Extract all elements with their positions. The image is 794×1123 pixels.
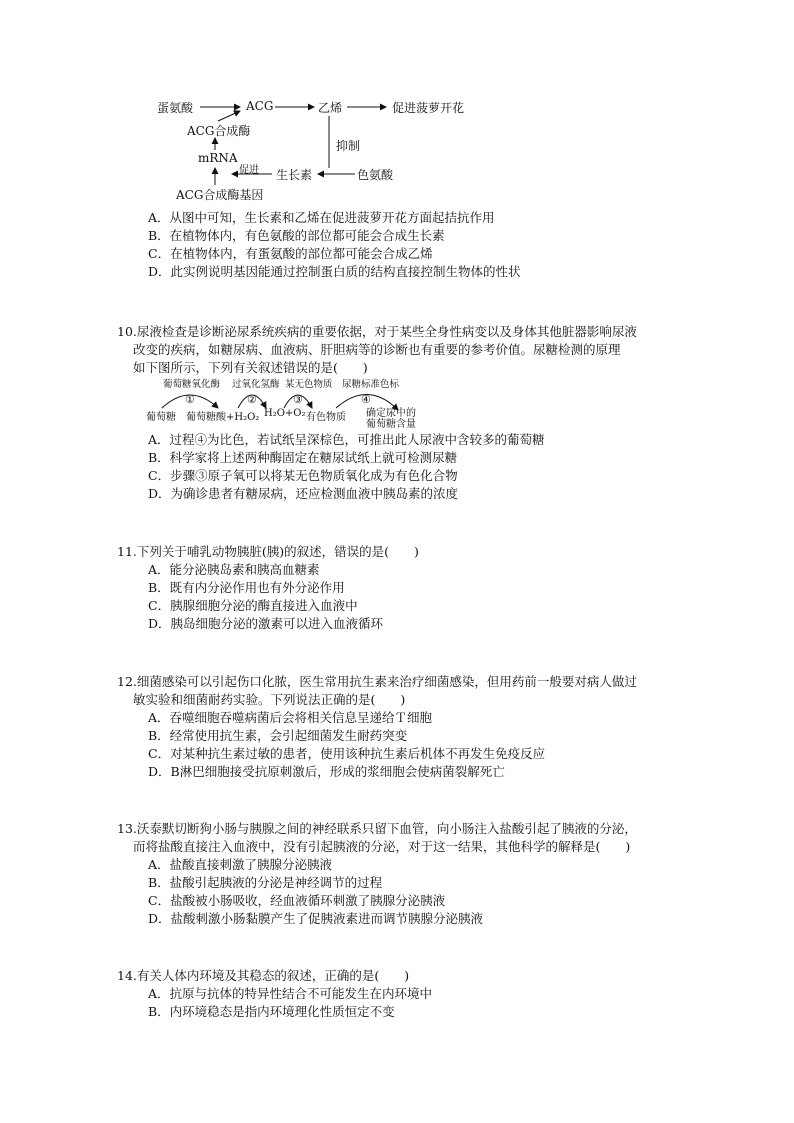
promote-label: 促进 [239,165,259,176]
q12-stem-line-2: 敏实验和细菌耐药实验。下列说法正确的是( ) [133,692,406,707]
promote-flowering-label: 促进菠萝开花 [392,101,465,115]
water-oxygen-label: H₂O+O₂ [264,408,306,419]
q13-stem-line-1: 13.沃泰默切断狗小肠与胰腺之间的神经联系只留下血管，向小肠注入盐酸引起了胰液的分泌， [117,821,637,836]
color-standard-label: 尿糖标准色标 [342,379,400,390]
q10-option-c[interactable]: C．步骤③原子氧可以将某无色物质氧化成为有色化合物 [148,468,458,483]
step-1-marker: ① [185,393,195,406]
q13-option-c[interactable]: C．盐酸被小肠吸收，经血液循环刺激了胰腺分泌胰液 [148,893,446,908]
q12-option-b[interactable]: B．经常使用抗生素，会引起细菌发生耐药突变 [148,728,408,743]
inhibit-label: 抑制 [336,139,361,153]
colorless-substance-label: 某无色物质 [285,379,333,390]
acg-label: ACG [246,99,274,113]
q9-option-d[interactable]: D．此实例说明基因能通过控制蛋白质的结构直接控制生物体的性状 [148,264,521,279]
q10-stem-line-2: 改变的疾病，如糖尿病、血液病、肝胆病等的诊断也有重要的参考价值。尿糖检测的原理 [133,342,621,357]
q10-stem-line-1: 10.尿液检查是诊断泌尿系统疾病的重要依据，对于某些全身性病变以及身体其他脏器影响尿液 [117,324,637,339]
q11-stem: 11.下列关于哺乳动物胰脏(胰)的叙述，错误的是( ) [117,544,419,559]
acg-synthase-gene-label: ACG合成酶基因 [176,188,264,202]
glucose-label: 葡萄糖 [146,412,176,423]
gluconic-acid-h2o2-label: 葡萄糖酸+H₂O₂ [186,412,260,423]
q10-option-d[interactable]: D．为确诊患者有糖尿病，还应检测血液中胰岛素的浓度 [148,486,459,501]
enzyme-glucose-oxidase: 葡萄糖氧化酶 [163,379,221,390]
step-4-marker: ④ [361,393,371,406]
q9-option-b[interactable]: B．在植物体内，有色氨酸的部位都可能会合成生长素 [148,228,445,243]
step-2-marker: ② [247,393,257,406]
tryptophan-label: 色氨酸 [357,168,394,182]
q14-option-a[interactable]: A．抗原与抗体的特异性结合不可能发生在内环境中 [148,986,433,1001]
methionine-label: 蛋氨酸 [157,101,194,115]
q14-option-b[interactable]: B．内环境稳态是指内环境理化性质恒定不变 [148,1004,395,1019]
q11-option-b[interactable]: B．既有内分泌作用也有外分泌作用 [148,580,345,595]
q13-option-b[interactable]: B．盐酸引起胰液的分泌是神经调节的过程 [148,875,383,890]
q11-option-d[interactable]: D．胰岛细胞分泌的激素可以进入血液循环 [148,616,384,631]
enzyme-catalase: 过氧化氢酶 [232,379,280,390]
q13-option-a[interactable]: A．盐酸直接刺激了胰腺分泌胰液 [148,857,333,872]
q10-option-a[interactable]: A．过程④为比色，若试纸呈深棕色，可推出此人尿液中含较多的葡萄糖 [148,432,545,447]
q14-stem: 14.有关人体内环境及其稳态的叙述，正确的是( ) [117,968,410,983]
result-line-1: 确定尿中的 [366,408,416,419]
mrna-label: mRNA [198,151,238,165]
q10-stem-line-3: 如下图所示，下列有关叙述错误的是( ) [133,360,368,375]
q10-option-b[interactable]: B．科学家将上述两种酶固定在糖尿试纸上就可检测尿糖 [148,450,458,465]
acg-synthase-label: ACG合成酶 [187,124,251,138]
q11-option-a[interactable]: A．能分泌胰岛素和胰高血糖素 [148,562,320,577]
q9-option-a[interactable]: A．从图中可知，生长素和乙烯在促进菠萝开花方面起拮抗作用 [148,210,495,225]
q9-option-c[interactable]: C．在植物体内，有蛋氨酸的部位都可能会合成乙烯 [148,246,433,261]
auxin-label: 生长素 [276,168,313,182]
q11-option-c[interactable]: C．胰腺细胞分泌的酶直接进入血液中 [148,598,358,613]
q12-option-d[interactable]: D．B淋巴细胞接受抗原刺激后，形成的浆细胞会使病菌裂解死亡 [148,764,505,779]
colored-substance-label: 有色物质 [306,412,346,423]
q12-stem-line-1: 12.细菌感染可以引起伤口化脓，医生常用抗生素来治疗细菌感染，但用药前一般要对病人做过 [117,674,637,689]
q13-option-d[interactable]: D．盐酸刺激小肠黏膜产生了促胰液素进而调节胰腺分泌胰液 [148,911,484,926]
ethylene-label: 乙烯 [318,101,343,115]
q12-option-c[interactable]: C．对某种抗生素过敏的患者，使用该种抗生素后机体不再发生免疫反应 [148,746,546,761]
q12-option-a[interactable]: A．吞噬细胞吞噬病菌后会将相关信息呈递给Ｔ细胞 [148,710,433,725]
q13-stem-line-2: 而将盐酸直接注入血液中，没有引起胰液的分泌，对于这一结果，其他科学的解释是( ) [133,839,631,854]
step-3-marker: ③ [293,393,303,406]
result-line-2: 葡萄糖含量 [366,419,416,430]
